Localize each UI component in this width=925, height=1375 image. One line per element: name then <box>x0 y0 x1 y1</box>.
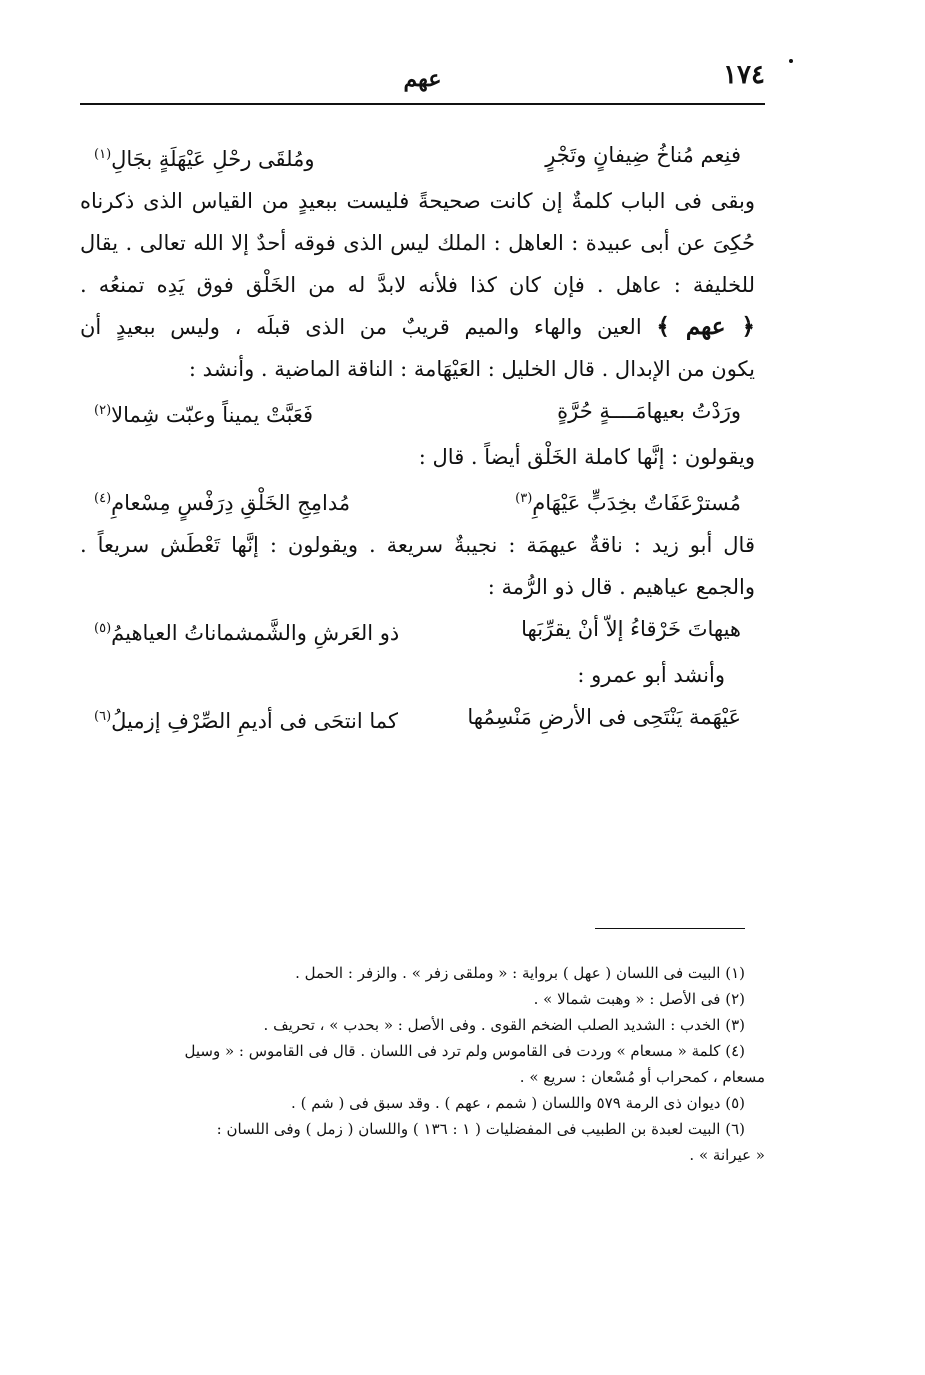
paragraph-line-1: وبقى فى الباب كلمةٌ إن كانت صحيحةً فليست ببعيدٍ من القياس الذى ذكرناه <box>80 189 755 213</box>
footnotes <box>80 960 765 1168</box>
verse-3-second-hemistich <box>94 484 350 518</box>
footnote-4-continued: مسعام ، كمحراب أو مُسْعان : سريع » . <box>519 1068 765 1086</box>
page-header <box>80 60 765 100</box>
footnote-5: (٥) ديوان ذى الرمة ٥٧٩ واللسان ( شمم ، عهم ) . وقد سبق فى ( شم ) . <box>291 1094 745 1112</box>
verse-4-first-hemistich: هيهاتَ خَرْقاءُ إلاّ أنْ يقرِّبَها <box>521 617 741 641</box>
entry-text: العين والهاء والميم قريبٌ من الذى قبلَه ، وليس ببعيدٍ أن <box>80 315 642 339</box>
verse-3-second-text: مُدامِجِ الخَلْقِ دِرَفْسٍ مِسْعامِ <box>111 491 351 515</box>
footnote-4: (٤) كلمة « مسعام » وردت فى القاموس ولم ترد فى اللسان . قال فى القاموس : « وسيل <box>184 1042 745 1060</box>
paragraph-line-3: للخليفة : عاهل . فإن كان كذا فلأنه لابدَّ له من الخَلْق فوق يَدِه تمنعُه . <box>80 273 755 297</box>
verse-5-first-hemistich: عَيْهَمة يَنْتَحِى فى الأرضِ مَنْسِمُها <box>467 705 741 729</box>
paragraph-line-7: قال أبو زيد : ناقةٌ عيهمَة : نجيبةٌ سريعة . ويقولون : إنَّها تَعْطَش سريعاً . <box>80 533 755 557</box>
footnote-ref-5: (٥) <box>94 621 112 636</box>
entry-heading: ﴿ عهم ﴾ <box>656 313 755 340</box>
verse-2-second-text: فَعَبَّتْ يميناً وعبّت شِمالا <box>111 403 314 427</box>
verse-1-second-text: ومُلقَى رحْلِ عَيْهَلَةٍ بجَالِ <box>111 147 315 171</box>
verse-5-second-hemistich <box>94 702 398 736</box>
verse-2-second-hemistich <box>94 396 313 430</box>
verse-5 <box>80 702 755 736</box>
page-number: ١٧٤ <box>723 60 765 90</box>
footnote-6-continued: « عيرانة » . <box>689 1146 765 1164</box>
verse-2-first-hemistich: ورَدْتُ بعيهامَــــةٍ حُرَّةٍ <box>557 399 741 423</box>
footnote-1: (١) البيت فى اللسان ( عهل ) برواية : « وملقى زفر » . والزفر : الحمل . <box>295 964 745 982</box>
entry-word: عهم <box>685 313 726 340</box>
verse-2 <box>80 396 755 430</box>
paragraph-line-6: ويقولون : إنَّها كاملة الخَلْق أيضاً . قال : <box>418 445 755 469</box>
footnote-ref-4: (٤) <box>94 491 112 506</box>
paragraph-line-8: والجمع عياهيم . قال ذو الرُّمة : <box>487 575 755 599</box>
header-rule <box>80 103 765 105</box>
main-text <box>80 140 755 736</box>
verse-5-second-text: كما انتحَى فى أديمِ الصِّرْفِ إزميلُ <box>111 709 398 733</box>
footnote-ref-2: (٢) <box>94 403 112 418</box>
running-head: عهم <box>403 66 442 92</box>
paragraph-line-4 <box>80 312 755 342</box>
verse-3-first-text: مُسترْعَفَاتٌ بخِدَبٍّ عَيْهَامِ <box>532 491 741 515</box>
footnote-6: (٦) البيت لعبدة بن الطبيب فى المفضليات ( ١ : ١٣٦ ) واللسان ( زمل ) وفى اللسان : <box>216 1120 745 1138</box>
verse-4-second-text: ذو العَرشِ والشَّمشماناتُ العياهيمُ <box>111 621 400 645</box>
paragraph-line-9: وأنشد أبو عمرو : <box>577 663 725 687</box>
verse-3 <box>80 484 755 518</box>
footnote-ref-3: (٣) <box>515 491 533 506</box>
footnote-ref-6: (٦) <box>94 709 112 724</box>
verse-4 <box>80 614 755 648</box>
verse-3-first-hemistich <box>515 484 741 518</box>
verse-4-second-hemistich <box>94 614 399 648</box>
verse-1-second-hemistich <box>94 140 314 174</box>
paragraph-line-5: يكون من الإبدال . قال الخليل : العَيْهَامة : الناقة الماضية . وأنشد : <box>188 357 755 381</box>
paragraph-line-2: حُكِىَ عن أبى عبيدة : العاهل : الملك ليس الذى فوقه أحدٌ إلا الله تعالى . يقال <box>80 231 755 255</box>
footnote-2: (٢) فى الأصل : « وهبت شمالا » . <box>533 990 745 1008</box>
footnote-ref-1: (١) <box>94 147 112 162</box>
margin-dot <box>789 59 793 63</box>
verse-1-first-hemistich: فنِعم مُناخُ ضِيفانٍ وتَجْرٍ <box>545 143 741 167</box>
footnote-rule <box>595 928 745 929</box>
footnote-3: (٣) الخدب : الشديد الصلب الضخم القوى . وفى الأصل : « بحدب » ، تحريف . <box>263 1016 745 1034</box>
verse-1 <box>80 140 755 174</box>
